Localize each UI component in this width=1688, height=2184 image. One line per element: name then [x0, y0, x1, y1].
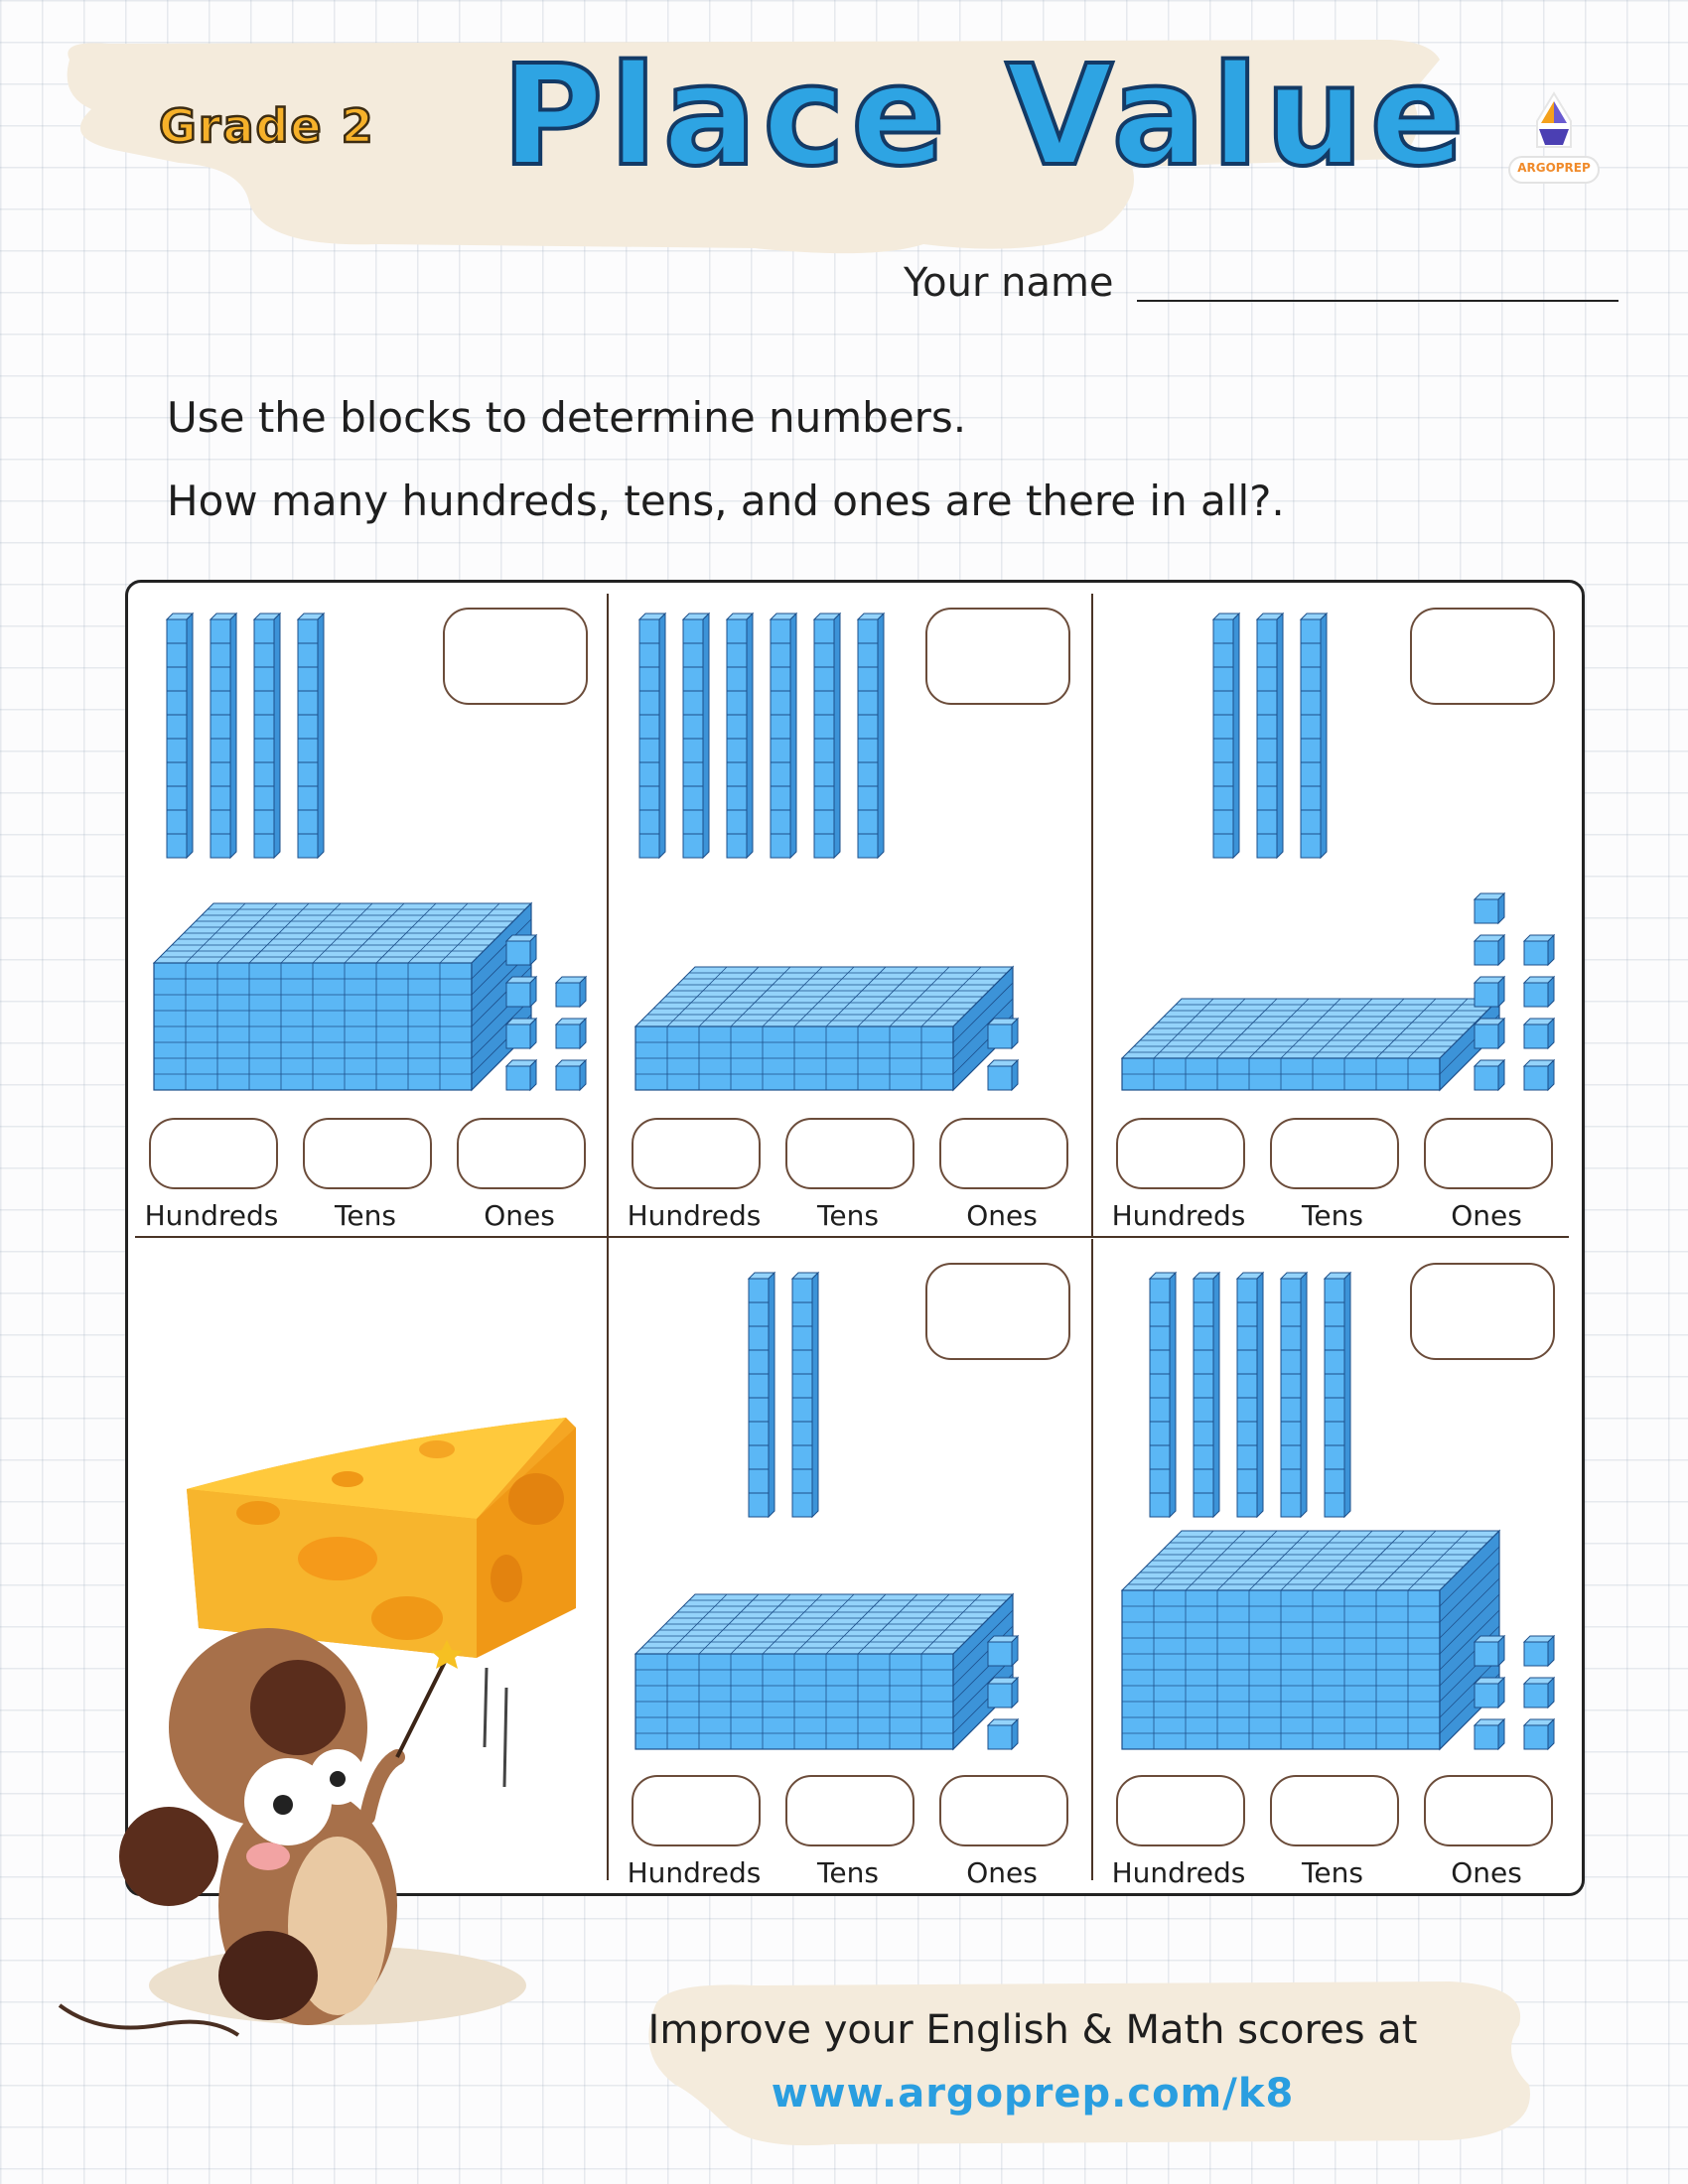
label-ones: Ones — [1451, 1199, 1522, 1232]
ones-cube — [1475, 1636, 1504, 1666]
tens-rod — [1325, 1273, 1350, 1517]
label-ones: Ones — [966, 1856, 1038, 1889]
label-tens: Tens — [335, 1199, 396, 1232]
label-ones: Ones — [966, 1199, 1038, 1232]
name-label: Your name — [904, 260, 1114, 306]
footer-link[interactable]: www.argoprep.com/k8 — [771, 2071, 1295, 2116]
instruction-2: How many hundreds, tens, and ones are there in all?. — [167, 477, 1285, 525]
answer-box-hundreds[interactable] — [1116, 1775, 1245, 1846]
cheese-mouse-illustration — [40, 1390, 635, 2085]
instruction-1: Use the blocks to determine numbers. — [167, 393, 967, 442]
hundreds-flats — [1122, 1531, 1499, 1749]
ones-cube — [1524, 1636, 1554, 1666]
logo-text: ARGOPREP — [1517, 161, 1591, 175]
tens-rod — [1150, 1273, 1176, 1517]
ones-cube — [1524, 1678, 1554, 1707]
ones-cube — [1475, 1719, 1504, 1749]
label-hundreds: Hundreds — [627, 1856, 762, 1889]
answer-box-tens[interactable] — [1270, 1775, 1399, 1846]
footer-text: Improve your English & Math scores at — [647, 2007, 1418, 2053]
label-ones: Ones — [484, 1199, 555, 1232]
tens-rod — [1281, 1273, 1307, 1517]
label-hundreds: Hundreds — [1111, 1856, 1246, 1889]
ones-cube — [1524, 1719, 1554, 1749]
label-tens: Tens — [1302, 1199, 1363, 1232]
label-hundreds: Hundreds — [1111, 1199, 1246, 1232]
label-ones: Ones — [1451, 1856, 1522, 1889]
footer-banner — [635, 1976, 1549, 2154]
label-tens: Tens — [1302, 1856, 1363, 1889]
label-hundreds: Hundreds — [144, 1199, 279, 1232]
tens-rod — [1194, 1273, 1219, 1517]
label-tens: Tens — [817, 1199, 879, 1232]
mouse-image — [60, 1628, 526, 2035]
ones-cube — [1475, 1678, 1504, 1707]
label-hundreds: Hundreds — [627, 1199, 762, 1232]
grade-label: Grade 2 — [159, 99, 375, 153]
cheese-image — [187, 1418, 576, 1658]
tens-rod — [1237, 1273, 1263, 1517]
answer-box-ones[interactable] — [1424, 1775, 1553, 1846]
page-title: Place Value — [501, 36, 1471, 198]
label-tens: Tens — [817, 1856, 879, 1889]
